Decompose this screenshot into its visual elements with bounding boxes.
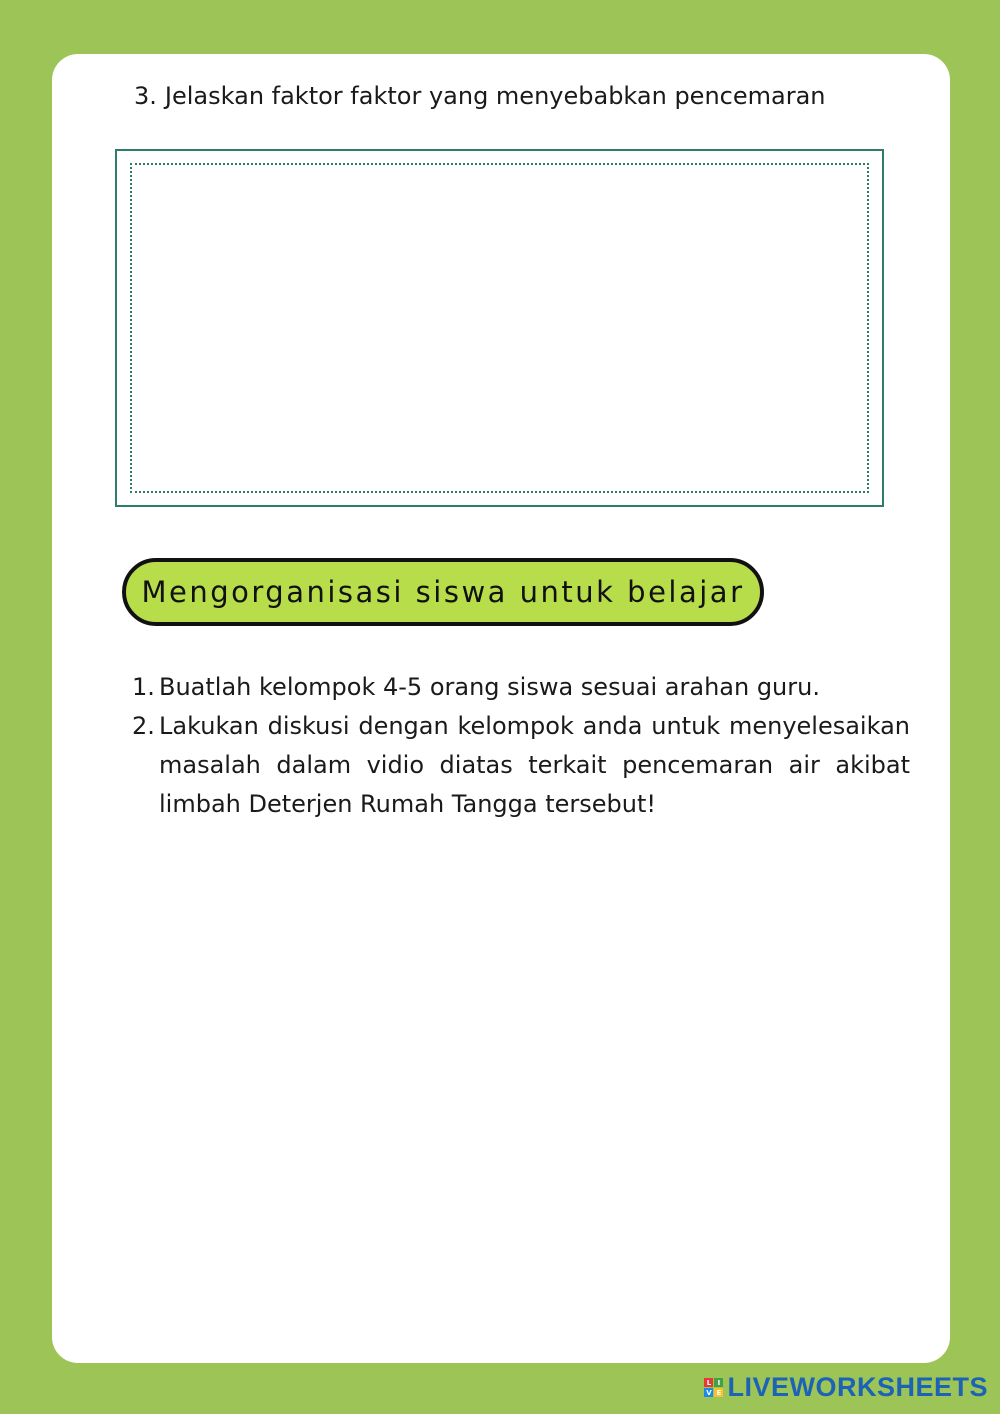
question-number: 3. bbox=[134, 82, 157, 110]
answer-input[interactable] bbox=[130, 163, 869, 493]
answer-box bbox=[115, 149, 884, 507]
step-text: Lakukan diskusi dengan kelompok anda untuk menyelesaikan masalah dalam vidio diatas terkait pencemaran air akibat limbah Deterjen Rumah Tangga tersebut! bbox=[159, 712, 910, 818]
steps-list bbox=[132, 668, 910, 824]
logo-letter-l: L bbox=[704, 1378, 713, 1387]
step-number: 1. bbox=[132, 673, 155, 701]
logo-text: LIVEWORKSHEETS bbox=[727, 1372, 988, 1402]
logo-letter-e: E bbox=[714, 1388, 723, 1397]
logo-letter-i: I bbox=[714, 1378, 723, 1387]
step-text: Buatlah kelompok 4-5 orang siswa sesuai arahan guru. bbox=[159, 673, 820, 701]
question-3 bbox=[134, 82, 826, 110]
live-blocks-icon bbox=[704, 1378, 723, 1397]
liveworksheets-logo bbox=[704, 1372, 988, 1403]
list-item bbox=[132, 707, 910, 824]
section-title-badge bbox=[122, 558, 764, 626]
question-text: Jelaskan faktor faktor yang menyebabkan pencemaran bbox=[164, 82, 826, 110]
step-number: 2. bbox=[132, 712, 155, 740]
section-title: Mengorganisasi siswa untuk belajar bbox=[141, 575, 745, 609]
worksheet-card bbox=[52, 54, 950, 1363]
list-item bbox=[132, 668, 910, 707]
logo-letter-v: V bbox=[706, 1388, 712, 1397]
